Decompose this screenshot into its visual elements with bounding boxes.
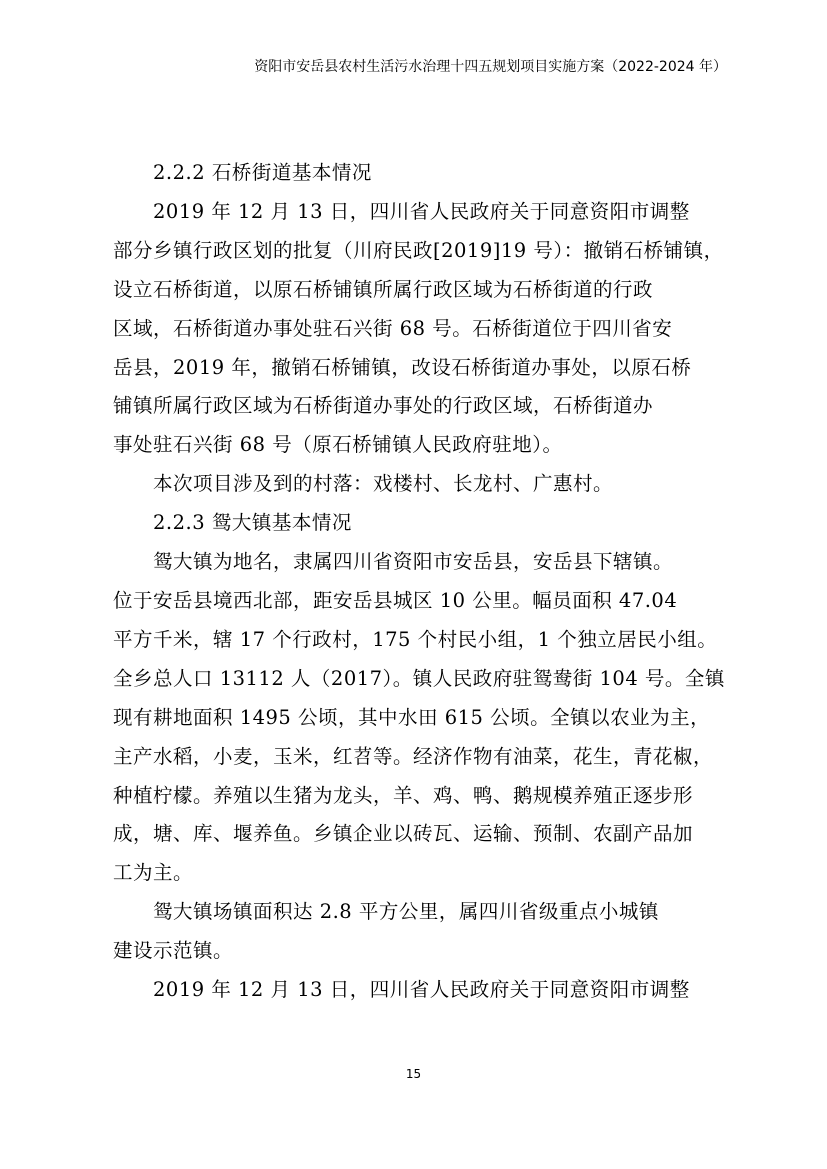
paragraph-line: 设立石桥街道，以原石桥铺镇所属行政区域为石桥街道的行政 bbox=[113, 277, 654, 301]
paragraph-line: 平方千米，辖 17 个行政村，175 个村民小组，1 个独立居民小组。 bbox=[113, 627, 718, 651]
paragraph-line: 建设示范镇。 bbox=[113, 939, 234, 963]
paragraph-line: 鸳大镇场镇面积达 2.8 平方公里，属四川省级重点小城镇 bbox=[153, 900, 659, 924]
paragraph-line: 鸳大镇为地名，隶属四川省资阳市安岳县，安岳县下辖镇。 bbox=[153, 550, 674, 574]
paragraph-line: 2019 年 12 月 13 日，四川省人民政府关于同意资阳市调整 bbox=[153, 199, 690, 223]
section-heading: 2.2.3 鸳大镇基本情况 bbox=[153, 511, 352, 535]
running-header: 资阳市安岳县农村生活污水治理十四五规划项目实施方案（2022-2024 年） bbox=[254, 59, 727, 75]
paragraph-line: 铺镇所属行政区域为石桥街道办事处的行政区域，石桥街道办 bbox=[113, 394, 654, 418]
paragraph-line: 本次项目涉及到的村落：戏楼村、长龙村、广惠村。 bbox=[153, 472, 614, 496]
paragraph-line: 主产水稻，小麦，玉米，红苕等。经济作物有油菜，花生，青花椒， bbox=[113, 744, 714, 768]
paragraph-line: 全乡总人口 13112 人（2017）。镇人民政府驻鸳鸯街 104 号。全镇 bbox=[113, 666, 725, 690]
paragraph-line: 区域，石桥街道办事处驻石兴街 68 号。石桥街道位于四川省安 bbox=[113, 316, 673, 340]
paragraph-line: 2019 年 12 月 13 日，四川省人民政府关于同意资阳市调整 bbox=[153, 978, 690, 1002]
paragraph-line: 部分乡镇行政区划的批复（川府民政[2019]19 号）：撤销石桥铺镇， bbox=[113, 238, 724, 262]
paragraph-line: 现有耕地面积 1495 公顷，其中水田 615 公顷。全镇以农业为主， bbox=[113, 705, 711, 729]
page-number: 15 bbox=[405, 1067, 422, 1081]
document-body bbox=[113, 154, 733, 1010]
paragraph-line: 工为主。 bbox=[113, 861, 194, 885]
paragraph-line: 事处驻石兴街 68 号（原石桥铺镇人民政府驻地）。 bbox=[113, 433, 563, 457]
section-heading: 2.2.2 石桥街道基本情况 bbox=[153, 161, 372, 184]
paragraph-line: 成，塘、库、堰养鱼。乡镇企业以砖瓦、运输、预制、农副产品加 bbox=[113, 822, 694, 846]
paragraph-line: 位于安岳县境西北部，距安岳县城区 10 公里。幅员面积 47.04 bbox=[113, 588, 678, 612]
paragraph-line: 岳县，2019 年，撤销石桥铺镇，改设石桥街道办事处，以原石桥 bbox=[113, 355, 692, 379]
paragraph-line: 种植柠檬。养殖以生猪为龙头，羊、鸡、鸭、鹅规模养殖正逐步形 bbox=[113, 783, 694, 807]
